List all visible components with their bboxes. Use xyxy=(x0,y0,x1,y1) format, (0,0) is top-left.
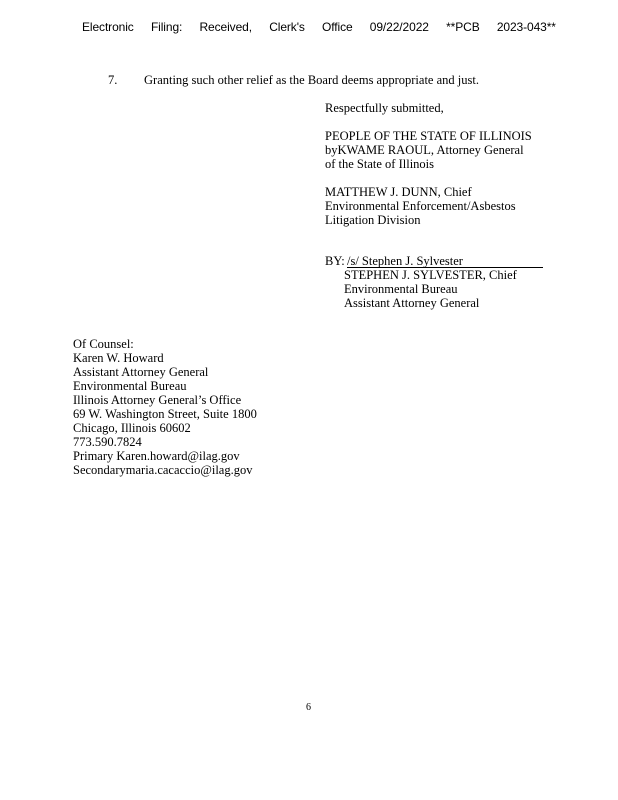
closing-text: Respectfully submitted, xyxy=(325,101,444,115)
division-block xyxy=(325,185,516,227)
signer-line: Environmental Bureau xyxy=(344,282,458,296)
counsel-line: Chicago, Illinois 60602 xyxy=(73,421,191,435)
header-part: 09/22/2022 xyxy=(369,20,429,34)
counsel-line: 773.590.7824 xyxy=(73,435,142,449)
header-part: 2023-043** xyxy=(496,20,556,34)
party-line: of the State of Illinois xyxy=(325,157,435,171)
header-part: Office xyxy=(322,20,353,34)
counsel-line: Environmental Bureau xyxy=(73,379,187,393)
header-part: Clerk's xyxy=(269,20,305,34)
counsel-line: Assistant Attorney General xyxy=(73,365,209,379)
header-part: Received, xyxy=(199,20,252,34)
electronic-signature: /s/ Stephen J. Sylvester xyxy=(347,255,543,268)
paragraph-number: 7. xyxy=(108,73,118,87)
filing-stamp-header xyxy=(82,20,570,34)
counsel-line: Of Counsel: xyxy=(73,337,134,351)
counsel-line: 69 W. Washington Street, Suite 1800 xyxy=(73,407,257,421)
counsel-line: Karen W. Howard xyxy=(73,351,164,365)
page-number: 6 xyxy=(306,702,311,713)
division-line: Litigation Division xyxy=(325,213,421,227)
signer-block xyxy=(344,268,517,310)
relief-paragraph xyxy=(108,73,479,88)
party-line: byKWAME RAOUL, Attorney General xyxy=(325,143,524,157)
header-part: **PCB xyxy=(446,20,480,34)
signer-line: STEPHEN J. SYLVESTER, Chief xyxy=(344,268,517,282)
party-block xyxy=(325,129,532,171)
header-part: Electronic xyxy=(82,20,134,34)
counsel-line: Illinois Attorney General’s Office xyxy=(73,393,242,407)
party-line: PEOPLE OF THE STATE OF ILLINOIS xyxy=(325,129,532,143)
closing-block xyxy=(325,101,444,115)
by-label: BY: xyxy=(325,254,345,268)
paragraph-text: Granting such other relief as the Board deems appropriate and just. xyxy=(144,73,479,87)
signature-line xyxy=(325,254,543,268)
of-counsel-block xyxy=(73,337,257,477)
counsel-line: Primary Karen.howard@ilag.gov xyxy=(73,449,240,463)
header-part: Filing: xyxy=(150,20,183,34)
division-line: MATTHEW J. DUNN, Chief xyxy=(325,185,472,199)
counsel-line: Secondarymaria.cacaccio@ilag.gov xyxy=(73,463,253,477)
division-line: Environmental Enforcement/Asbestos xyxy=(325,199,516,213)
signer-line: Assistant Attorney General xyxy=(344,296,480,310)
